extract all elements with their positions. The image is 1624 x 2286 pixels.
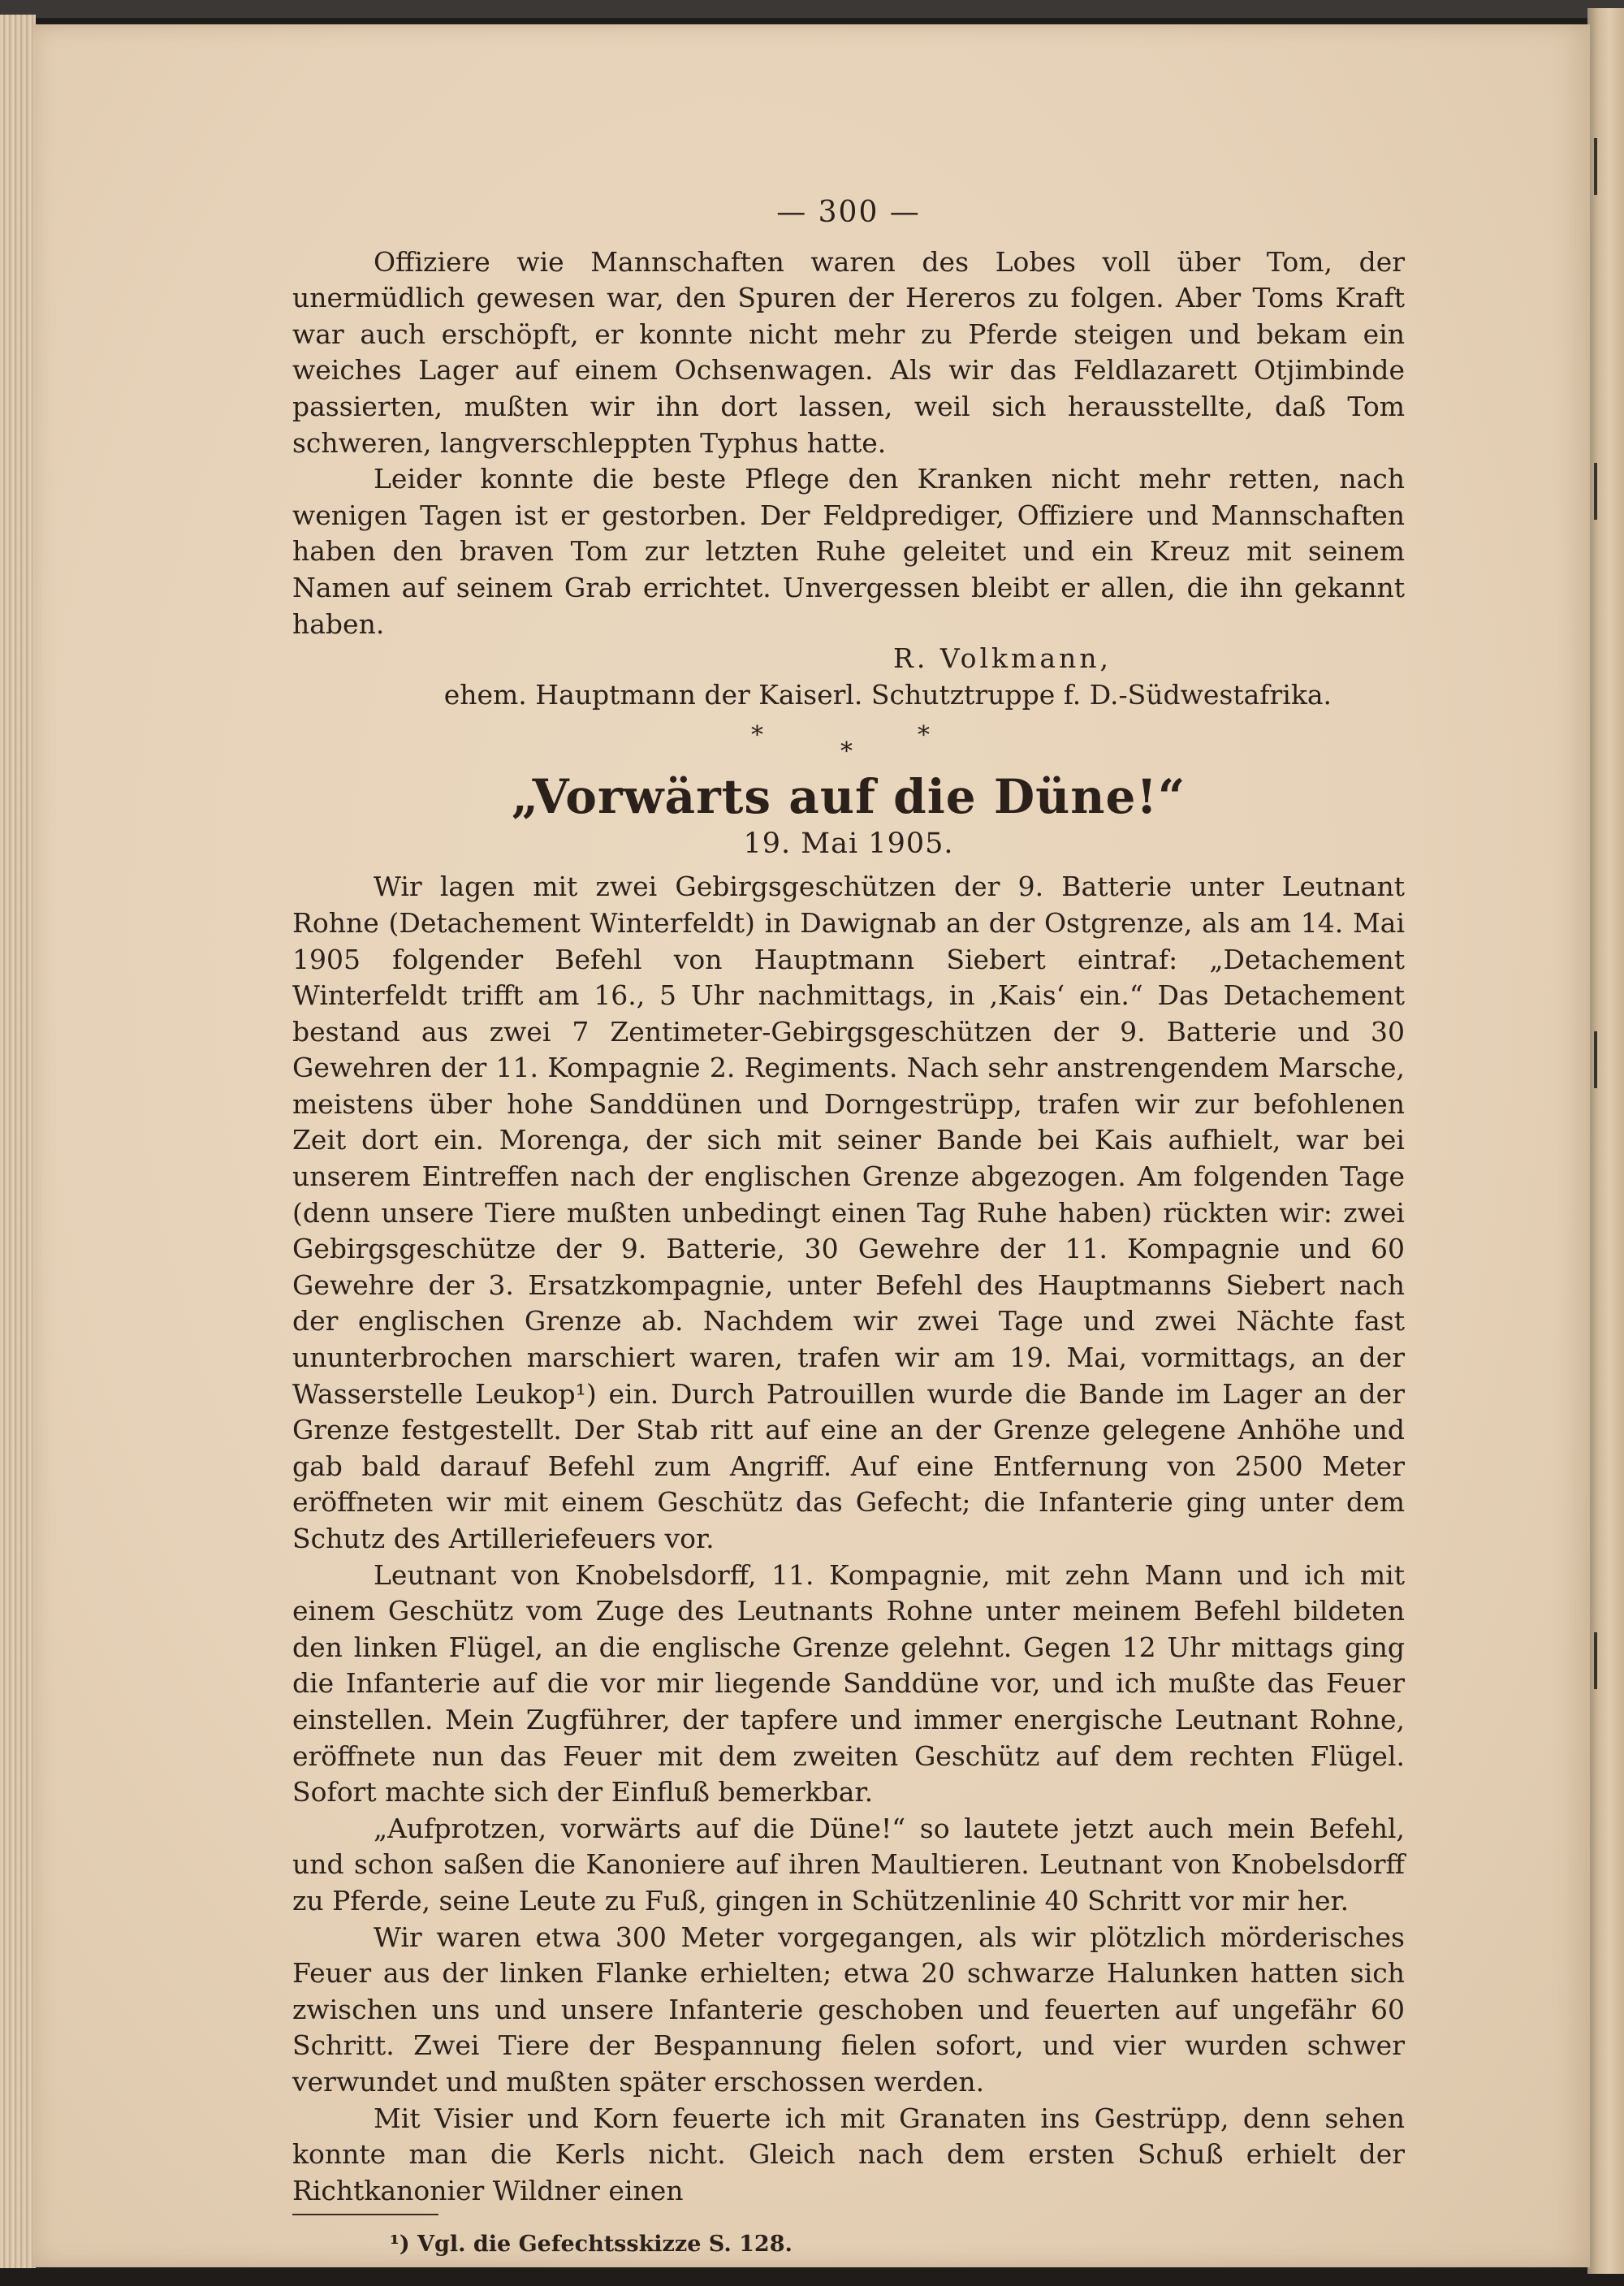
scan-top-edge [0,0,1624,18]
paragraph: „Aufprotzen, vorwärts auf die Düne!“ so lautete jetzt auch mein Befehl, und schon saßen die Kanoniere auf ihren Maultieren. Leutnant von Knobelsdorff zu Pferde, seine Leute zu Fuß, gingen in Schützenlinie 40 Schritt vor mir her. [292,1812,1405,1917]
separator-star: * [840,737,853,767]
page-tab-mark [1594,1031,1597,1088]
page-tab-mark [1594,138,1597,195]
article-date: 19. Mai 1905. [743,828,954,861]
separator-star: * [918,721,930,750]
signature-name: R. Volkmann, [893,642,1112,675]
signature-title: ehem. Hauptmann der Kaiserl. Schutztruppe f. D.-Südwestafrika. [443,678,1332,711]
page-tab-mark [1594,463,1597,520]
page-tab-mark [1594,1632,1597,1689]
separator-star: * [751,721,763,750]
facing-page-edge [1587,8,1624,2274]
footnote-rule [292,2214,438,2215]
paragraph: Leider konnte die beste Pflege den Kranken nicht mehr retten, nach wenigen Tagen ist er gestorben. Der Feldprediger, Offiziere und Mannschaften haben den braven Tom zur letzten Ruhe geleitet und ein Kreuz mit seinem Namen auf seinem Grab errichtet. Unvergessen bleibt er allen, die ihn gekannt haben. [292,463,1405,640]
page-number: — 300 — [776,196,921,229]
article-title: „Vorwärts auf die Düne!“ [511,769,1186,825]
paragraph: Wir waren etwa 300 Meter vorgegangen, als wir plötzlich mörderisches Feuer aus der linken Flanke erhielten; etwa 20 schwarze Halunken hatten sich zwischen uns und unsere Infanterie geschoben und feuerten auf ungefähr 60 Schritt. Zwei Tiere der Bespannung fielen sofort, und vier wurden schwer verwundet und mußten später erschossen werden. [292,1921,1405,2098]
paragraph: Mit Visier und Korn feuerte ich mit Granaten ins Gestrüpp, denn sehen konnte man die Kerls nicht. Gleich nach dem ersten Schuß erhielt der Richtkanonier Wildner einen [292,2102,1405,2206]
page-content [292,195,1405,2263]
paragraph: Leutnant von Knobelsdorff, 11. Kompagnie, mit zehn Mann und ich mit einem Geschütz vom Zuge des Leutnants Rohne unter meinem Befehl bildeten den linken Flügel, an die englische Grenze gelehnt. Gegen 12 Uhr mittags ging die Infanterie auf die vor mir liegende Sanddüne vor, und ich mußte das Feuer einstellen. Mein Zugführer, der tapfere und immer energische Leutnant Rohne, eröffnete nun das Feuer mit dem zweiten Geschütz auf dem rechten Flügel. Sofort machte sich der Einfluß bemerkbar. [292,1558,1405,1808]
paragraph: Offiziere wie Mannschaften waren des Lobes voll über Tom, der unermüdlich gewesen war, den Spuren der Hereros zu folgen. Aber Toms Kraft war auch erschöpft, er konnte nicht mehr zu Pferde steigen und bekam ein weiches Lager auf einem Ochsenwagen. Als wir das Feldlazarett Otjimbinde passierten, mußten wir ihn dort lassen, weil sich herausstellte, daß Tom schweren, langverschleppten Typhus hatte. [292,245,1405,459]
page-stack-edge [0,15,36,2268]
section-separator [292,713,1405,767]
paragraph: Wir lagen mit zwei Gebirgsgeschützen der 9. Batterie unter Leutnant Rohne (Detachement Winterfeldt) in Dawignab an der Ostgrenze, als am 14. Mai 1905 folgender Befehl von Hauptmann Siebert eintraf: „Detachement Winterfeldt trifft am 16., 5 Uhr nachmittags, in ‚Kais‘ ein.“ Das Detachement bestand aus zwei 7 Zentimeter-Gebirgsgeschützen der 9. Batterie und 30 Gewehren der 11. Kompagnie 2. Regiments. Nach sehr anstrengendem Marsche, meistens über hohe Sanddünen und Dorngestrüpp, trafen wir zur befohlenen Zeit dort ein. Morenga, der sich mit seiner Bande bei Kais aufhielt, war bei unserem Eintreffen nach der englischen Grenze abgezogen. Am folgenden Tage (denn unsere Tiere mußten unbedingt einen Tag Ruhe haben) rückten wir: zwei Gebirgsgeschütze der 9. Batterie, 30 Gewehre der 11. Kompagnie und 60 Gewehre der 3. Ersatzkompagnie, unter Befehl des Hauptmanns Siebert nach der englischen Grenze ab. Nachdem wir zwei Tage und zwei Nächte fast ununterbrochen marschiert waren, trafen wir am 19. Mai, vormittags, an der Wasserstelle Leukop¹) ein. Durch Patrouillen wurde die Bande im Lager an der Grenze festgestellt. Der Stab ritt auf eine an der Grenze gelegene Anhöhe und gab bald darauf Befehl zum Angriff. Auf eine Entfernung von 2500 Meter eröffneten wir mit einem Geschütz das Gefecht; die Infanterie ging unter dem Schutz des Artilleriefeuers vor. [292,871,1405,1554]
footnote: ¹) Vgl. die Gefechtsskizze S. 128. [390,2232,793,2258]
